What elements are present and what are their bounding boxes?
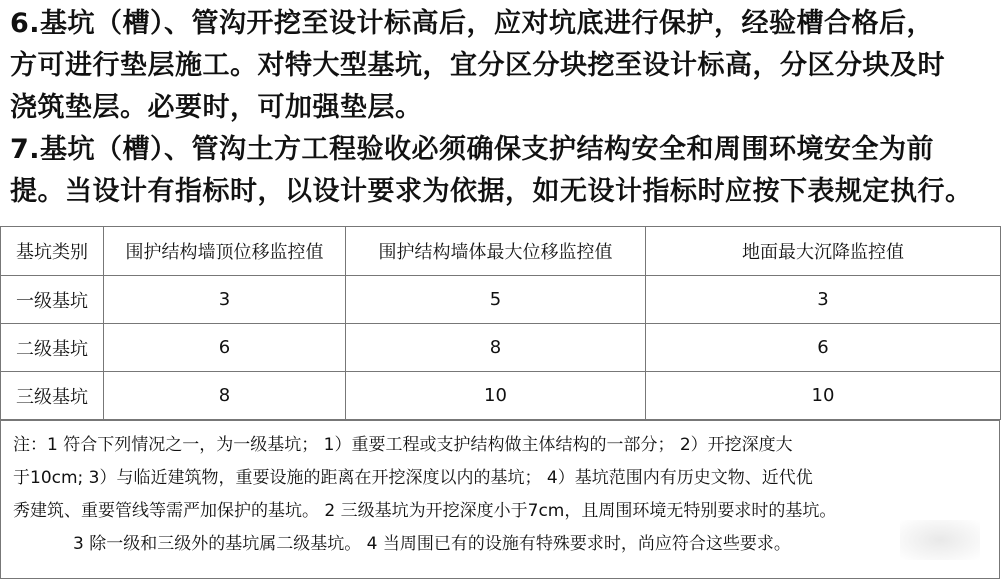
table-cell: 10 bbox=[646, 372, 1001, 420]
table-cell: 三级基坑 bbox=[1, 372, 104, 420]
paragraph-6-line: 浇筑垫层。必要时，可加强垫层。 bbox=[10, 92, 423, 123]
table-cell: 3 bbox=[646, 276, 1001, 324]
table-row bbox=[1, 372, 1001, 420]
header-pit-category: 基坑类别 bbox=[1, 227, 104, 276]
note-line: 于10cm; 3）与临近建筑物，重要设施的距离在开挖深度以内的基坑； 4）基坑范围内有历史文物、近代优 bbox=[13, 468, 813, 488]
table-header-row bbox=[1, 227, 1001, 276]
paragraph-6 bbox=[10, 3, 1000, 129]
header-ground-max-settlement: 地面最大沉降监控值 bbox=[646, 227, 1001, 276]
paragraph-7-line: 7.基坑（槽）、管沟土方工程验收必须确保支护结构安全和周围环境安全为前 bbox=[10, 134, 935, 165]
paragraph-7 bbox=[10, 129, 1000, 213]
note-line: 注：1 符合下列情况之一，为一级基坑； 1）重要工程或支护结构做主体结构的一部分； 2）开挖深度大 bbox=[13, 435, 793, 455]
table-cell: 6 bbox=[104, 324, 346, 372]
table-cell: 一级基坑 bbox=[1, 276, 104, 324]
table-cell: 5 bbox=[346, 276, 646, 324]
table-cell: 6 bbox=[646, 324, 1001, 372]
paragraph-7-line: 提。当设计有指标时，以设计要求为依据，如无设计指标时应按下表规定执行。 bbox=[10, 176, 973, 207]
header-wall-max-displacement: 围护结构墙体最大位移监控值 bbox=[346, 227, 646, 276]
table-row bbox=[1, 276, 1001, 324]
monitoring-table bbox=[0, 226, 1001, 420]
note-line: 秀建筑、重要管线等需严加保护的基坑。 2 三级基坑为开挖深度小于7cm，且周围环境无特别要求时的基坑。 bbox=[13, 501, 837, 521]
table-cell: 3 bbox=[104, 276, 346, 324]
table-cell: 8 bbox=[346, 324, 646, 372]
paragraph-6-line: 6.基坑（槽）、管沟开挖至设计标高后，应对坑底进行保护，经验槽合格后， bbox=[10, 8, 935, 39]
header-wall-top-displacement: 围护结构墙顶位移监控值 bbox=[104, 227, 346, 276]
table-row bbox=[1, 324, 1001, 372]
table-note bbox=[0, 420, 1000, 579]
table-cell: 10 bbox=[346, 372, 646, 420]
table-cell: 二级基坑 bbox=[1, 324, 104, 372]
paragraph-6-line: 方可进行垫层施工。对特大型基坑，宜分区分块挖至设计标高，分区分块及时 bbox=[10, 50, 945, 81]
table-cell: 8 bbox=[104, 372, 346, 420]
note-line: 3 除一级和三级外的基坑属二级基坑。 4 当周围已有的设施有特殊要求时，尚应符合这些要求。 bbox=[73, 534, 791, 554]
watermark-blur bbox=[900, 520, 980, 560]
